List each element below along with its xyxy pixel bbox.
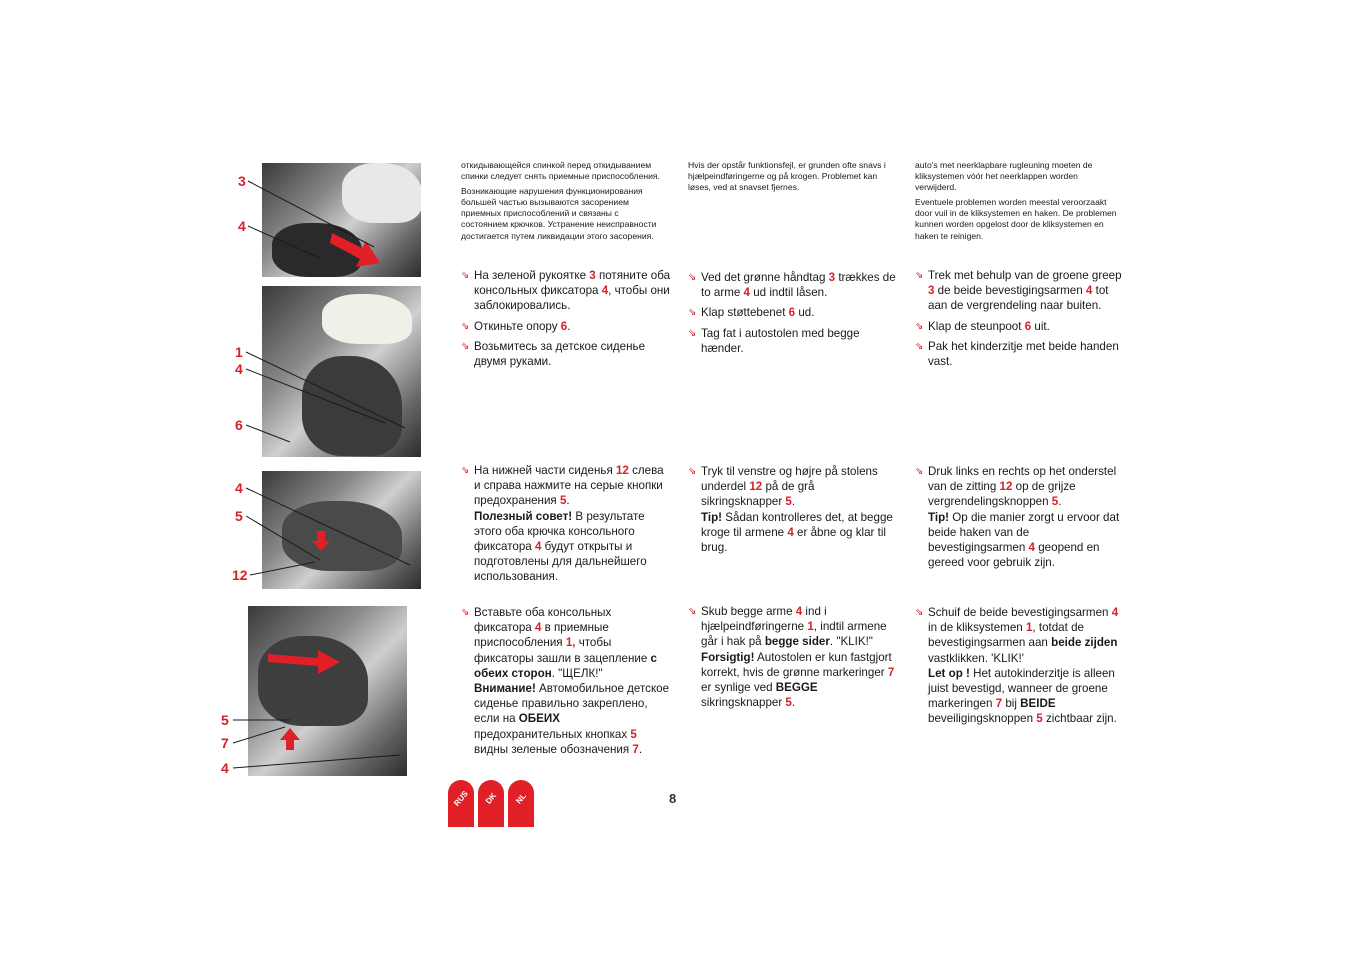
instruction-step: ⇘ На зеленой рукоятке 3 потяните оба консольных фиксатора 4, чтобы они заблокировались. <box>461 269 671 313</box>
instruction-step: ⇘ Pak het kinderzitje met beide handen vast. <box>915 339 1119 369</box>
steps-nl-row1 <box>915 268 1125 374</box>
arrow-icon: ⇘ <box>688 307 697 319</box>
arrow-icon: ⇘ <box>461 607 470 618</box>
steps-nl-row2 <box>915 464 1125 575</box>
intro-paragraph: auto's met neerklapbare rugleuning moeten de kliksystemen vóór het neerklappen worden verwijderd. <box>915 160 1093 193</box>
photo-seat-underside <box>262 471 421 589</box>
steps-nl-row3 <box>915 605 1125 732</box>
instruction-step: ⇘ Druk links en rechts op het onderstel van de zitting 12 op de grijze vergrendelingsknoppen 5. Tip! Op die manier zorgt u ervoor dat beide haken van de bevestigingsarmen 4 geopend en gereed voor gebruik zijn. <box>915 465 1120 570</box>
intro-rus <box>461 160 666 246</box>
arrow-icon: ⇘ <box>688 327 697 339</box>
steps-rus-row3 <box>461 605 671 762</box>
language-tab-label: RUS <box>452 789 470 808</box>
arrow-icon: ⇘ <box>688 466 697 477</box>
photo-release-handle <box>262 163 421 277</box>
arrow-icon: ⇘ <box>461 320 470 332</box>
steps-rus-row1 <box>461 268 671 374</box>
arrow-icon: ⇘ <box>688 606 697 617</box>
arrow-icon: ⇘ <box>915 340 924 352</box>
callout-label: 5 <box>235 508 243 524</box>
arrow-icon: ⇘ <box>915 466 924 477</box>
instruction-step: ⇘ Возьмитесь за детское сиденье двумя руками. <box>461 339 646 369</box>
arrow-icon: ⇘ <box>915 607 924 618</box>
steps-dk-row1 <box>688 270 898 361</box>
callout-label: 4 <box>221 760 229 776</box>
steps-dk-row3 <box>688 604 898 715</box>
instruction-step: ⇘ Klap de steunpoot 6 uit. <box>915 319 1050 333</box>
intro-paragraph: Hvis der opstår funktionsfejl, er grunden ofte snavs i hjælpeindføringerne og på krogen. Problemet kan løses, ved at snavset fjernes. <box>688 160 886 193</box>
callout-label: 6 <box>235 417 243 433</box>
callout-label: 5 <box>221 712 229 728</box>
arrow-icon: ⇘ <box>461 465 470 476</box>
arrow-icon: ⇘ <box>688 272 697 283</box>
steps-dk-row2 <box>688 464 898 560</box>
instruction-step: ⇘ Откиньте опору 6. <box>461 319 571 333</box>
steps-rus-row2 <box>461 463 671 590</box>
intro-paragraph: Eventuele problemen worden meestal veroorzaakt door vuil in de kliksystemen en haken. De problemen kunnen worden opgelost door de kliksystemen en haken te reinigen. <box>915 197 1117 241</box>
instruction-step: ⇘ Tryk til venstre og højre på stolens underdel 12 på de grå sikringsknapper 5. Tip! Sådan kontrolleres det, at begge kroge til armene 4 er åbne og klar til brug. <box>688 465 893 555</box>
language-tab-label: DK <box>483 791 499 806</box>
arrow-icon: ⇘ <box>915 320 924 332</box>
instruction-step: ⇘ Schuif de beide bevestigingsarmen 4 in de kliksystemen 1, totdat de bevestigingsarmen aan beide zijden vastklikken. 'KLIK!' Let op ! Het autokinderzitje is alleen juist bevestigd, wanneer de groene markeringen 7 bij BEIDE beveiligingsknoppen 5 zichtbaar zijn. <box>915 606 1119 726</box>
language-tab-nl[interactable] <box>508 780 534 827</box>
callout-label: 7 <box>221 735 229 751</box>
language-tab-dk[interactable] <box>478 780 504 827</box>
callout-label: 4 <box>235 361 243 377</box>
instruction-step: ⇘ Tag fat i autostolen med begge hænder. <box>688 326 860 355</box>
instruction-step: ⇘ Skub begge arme 4 ind i hjælpeindføringerne 1, indtil armene går i hak på begge sider. "KLIK!" Forsigtig! Autostolen er kun fastgjort korrekt, hvis de grønne markeringer 7 er synlige ved BEGGE sikringsknapper 5. <box>688 605 895 710</box>
language-tab-rus[interactable] <box>448 780 474 827</box>
instruction-step: ⇘ Klap støttebenet 6 ud. <box>688 306 815 320</box>
intro-nl <box>915 160 1120 246</box>
callout-label: 12 <box>232 567 248 583</box>
instruction-step: ⇘ Ved det grønne håndtag 3 trækkes de to arme 4 ud indtil låsen. <box>688 271 896 300</box>
page-number: 8 <box>669 791 677 806</box>
photo-child-seat-front <box>262 286 421 457</box>
instruction-step: ⇘ Вставьте оба консольных фиксатора 4 в приемные приспособления 1, чтобы фиксаторы зашли в зацепление с обеих сторон. "ЩЕЛК!" Внимание! Автомобильное детское сиденье правильно закреплено, если на ОБЕИХ предохранительных кнопках 5 видны зеленые обозначения 7. <box>461 606 670 756</box>
photo-slide-arms <box>248 606 407 776</box>
instruction-step: ⇘ На нижней части сиденья 12 слева и справа нажмите на серые кнопки предохранения 5. Полезный совет! В результате этого оба крючка консольного фиксатора 4 будут открыты и подготовлены для дальнейшего использования. <box>461 464 664 584</box>
arrow-icon: ⇘ <box>461 270 470 281</box>
arrow-icon: ⇘ <box>915 270 924 281</box>
intro-dk <box>688 160 893 197</box>
callout-label: 4 <box>235 480 243 496</box>
callout-label: 3 <box>238 173 246 189</box>
intro-paragraph: откидывающейся спинкой перед откидыванием спинки следует снять приемные приспособления. <box>461 160 660 182</box>
intro-paragraph: Возникающие нарушения функционирования большей частью вызываются засорением приемных приспособлений и связаны с состоянием крючков. Устранение неисправности достигается путем ликвидации этого засорения. <box>461 186 657 241</box>
language-tab-label: NL <box>514 791 528 806</box>
instruction-step: ⇘ Trek met behulp van de groene greep 3 de beide bevestigingsarmen 4 tot aan de vergrendeling naar buiten. <box>915 269 1122 313</box>
callout-label: 4 <box>238 218 246 234</box>
callout-label: 1 <box>235 344 243 360</box>
arrow-icon: ⇘ <box>461 340 470 352</box>
